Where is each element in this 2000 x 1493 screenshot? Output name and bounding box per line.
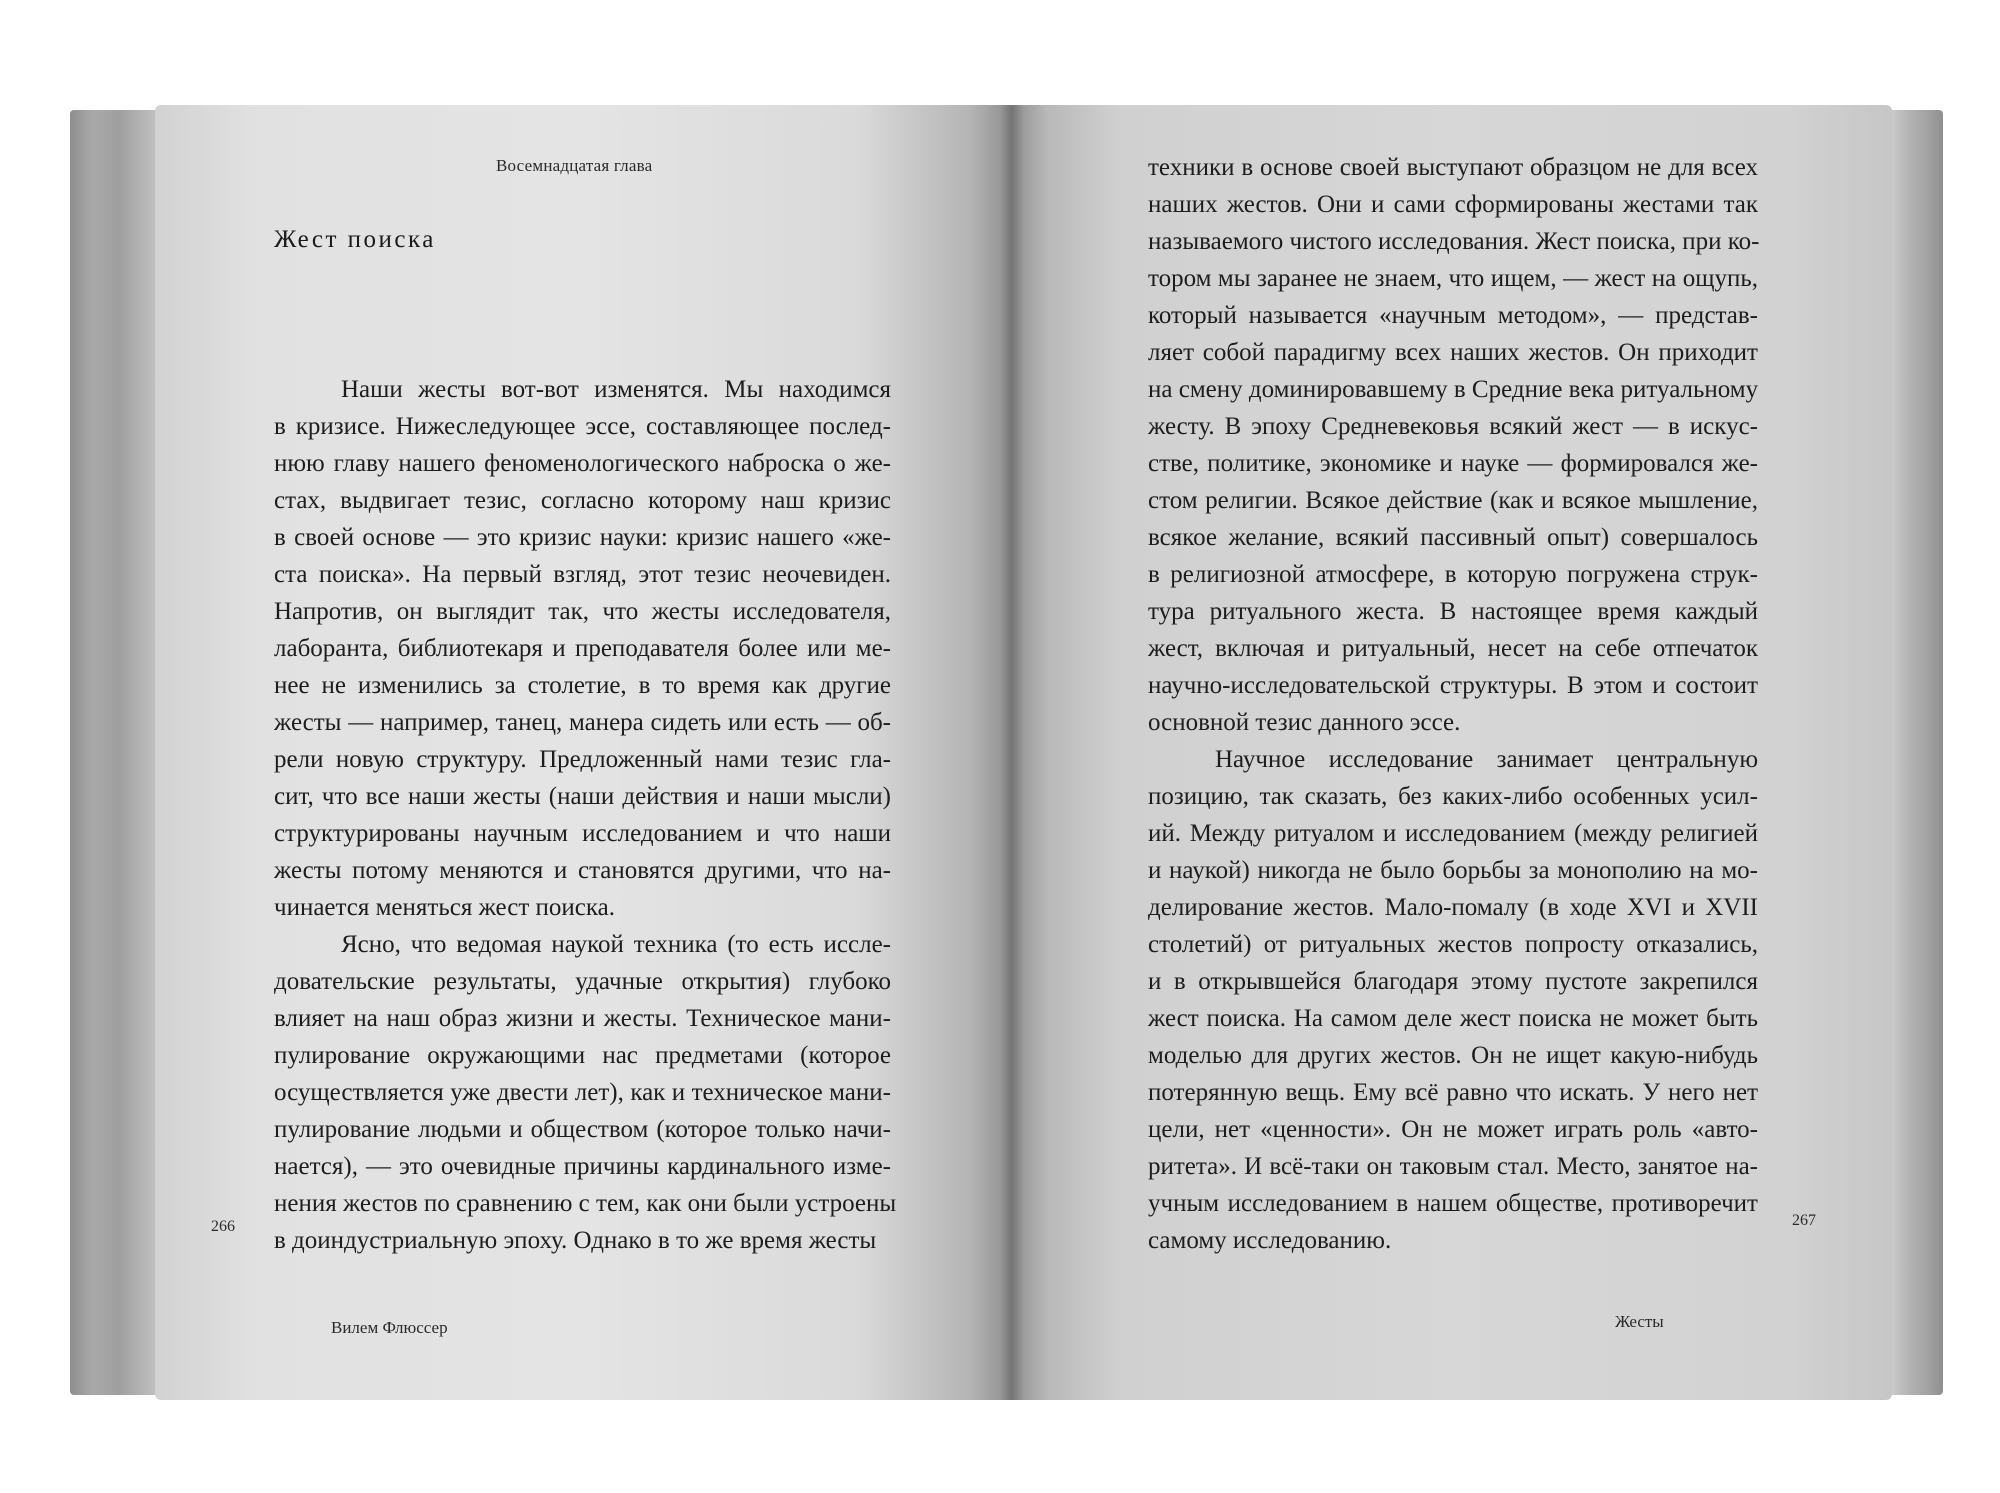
text-line: нюю главу нашего феноменологического наброска о же- bbox=[274, 450, 891, 477]
left-page-number: 266 bbox=[211, 1218, 235, 1235]
right-page-number: 267 bbox=[1792, 1212, 1816, 1229]
text-line: нения жестов по сравнению с тем, как они были устроены bbox=[274, 1190, 897, 1217]
text-line: Ясно, что ведомая наукой техника (то есть иссле- bbox=[341, 931, 891, 958]
text-line: тура ритуального жеста. В настоящее время каждый bbox=[1148, 598, 1758, 625]
text-line: в кризисе. Нижеследующее эссе, составляющее послед- bbox=[274, 413, 891, 440]
text-line: и наукой) никогда не было борьбы за монополию на мо- bbox=[1148, 857, 1758, 884]
text-line: жест, включая и ритуальный, несет на себе отпечаток bbox=[1148, 635, 1758, 662]
text-line: который называется «научным методом», — представ- bbox=[1148, 302, 1758, 329]
running-head: Восемнадцатая глава bbox=[496, 156, 653, 175]
text-line: ий. Между ритуалом и исследованием (между религией bbox=[1148, 820, 1758, 847]
text-line: стом религии. Всякое действие (как и всякое мышление, bbox=[1148, 487, 1758, 514]
text-line: наших жестов. Они и сами сформированы жестами так bbox=[1148, 191, 1758, 218]
text-line: техники в основе своей выступают образцом не для всех bbox=[1148, 154, 1758, 181]
text-line: пулирование окружающими нас предметами (которое bbox=[274, 1042, 891, 1069]
text-line: в религиозной атмосфере, в которую погружена струк- bbox=[1148, 561, 1758, 588]
text-line: научно-исследовательской структуры. В этом и состоит bbox=[1148, 672, 1758, 699]
text-line: осуществляется уже двести лет), как и техническое мани- bbox=[274, 1079, 891, 1106]
text-line: на смену доминировавшему в Средние века ритуальному bbox=[1148, 376, 1759, 403]
text-line: ста поиска». На первый взгляд, этот тезис неочевиден. bbox=[274, 561, 891, 588]
text-line: нее не изменились за столетие, в то время как другие bbox=[274, 672, 891, 699]
left-page-body bbox=[274, 371, 897, 1259]
text-line: тором мы заранее не знаем, что ищем, — жест на ощупь, bbox=[1148, 265, 1758, 292]
text-line: нается), — это очевидные причины кардинального изме- bbox=[274, 1153, 891, 1180]
text-line: жесту. В эпоху Средневековья всякий жест — в искус- bbox=[1148, 413, 1758, 440]
text-line: ритета». И всё-таки он таковым стал. Место, занятое на- bbox=[1148, 1153, 1758, 1180]
text-line: самому исследованию. bbox=[1148, 1227, 1392, 1254]
text-line: лаборанта, библиотекаря и преподавателя более или ме- bbox=[274, 635, 891, 662]
right-page-footer-book-title: Жесты bbox=[1615, 1312, 1664, 1331]
text-line: цели, нет «ценности». Он не может играть роль «авто- bbox=[1148, 1116, 1758, 1143]
text-line: и в открывшейся благодаря этому пустоте закрепился bbox=[1148, 968, 1758, 995]
text-line: структурированы научным исследованием и что наши bbox=[274, 820, 891, 847]
right-page-edges bbox=[1888, 110, 1943, 1395]
text-line: рели новую структуру. Предложенный нами тезис гла- bbox=[274, 746, 891, 773]
text-line: всякое желание, всякий пассивный опыт) совершалось bbox=[1148, 524, 1758, 551]
text-line: позицию, так сказать, без каких-либо особенных усил- bbox=[1148, 783, 1758, 810]
text-line: стве, политике, экономике и науке — формировался же- bbox=[1148, 450, 1758, 477]
text-line: основной тезис данного эссе. bbox=[1148, 709, 1461, 736]
text-line: делирование жестов. Мало-помалу (в ходе XVI и XVII bbox=[1148, 894, 1758, 921]
left-page-footer-author: Вилем Флюссер bbox=[331, 1318, 448, 1337]
text-line: довательские результаты, удачные открытия) глубоко bbox=[274, 968, 891, 995]
text-line: учным исследованием в нашем обществе, противоречит bbox=[1148, 1190, 1758, 1217]
text-line: жесты потому меняются и становятся другими, что на- bbox=[274, 857, 891, 884]
text-line: стах, выдвигает тезис, согласно которому наш кризис bbox=[274, 487, 891, 514]
text-line: влияет на наш образ жизни и жесты. Техническое мани- bbox=[274, 1005, 891, 1032]
text-line: называемого чистого исследования. Жест поиска, при ко- bbox=[1148, 228, 1760, 255]
text-line: потерянную вещь. Ему всё равно что искать. У него нет bbox=[1148, 1079, 1758, 1106]
text-line: пулирование людьми и обществом (которое только начи- bbox=[274, 1116, 891, 1143]
text-line: столетий) от ритуальных жестов попросту отказались, bbox=[1148, 931, 1758, 958]
text-line: Наши жесты вот-вот изменятся. Мы находимся bbox=[341, 376, 891, 403]
text-line: в своей основе — это кризис науки: кризис нашего «же- bbox=[274, 524, 891, 551]
left-page-edges bbox=[70, 110, 160, 1395]
text-line: ляет собой парадигму всех наших жестов. Он приходит bbox=[1148, 339, 1758, 366]
text-line: Научное исследование занимает центральную bbox=[1215, 746, 1758, 773]
right-page-body bbox=[1148, 149, 1758, 1259]
text-line: в доиндустриальную эпоху. Однако в то же время жесты bbox=[274, 1227, 877, 1254]
text-line: жесты — например, танец, манера сидеть или есть — об- bbox=[274, 709, 891, 736]
text-line: сит, что все наши жесты (наши действия и наши мысли) bbox=[274, 783, 891, 810]
book-spine-gutter bbox=[1000, 105, 1024, 1400]
text-line: жест поиска. На самом деле жест поиска не может быть bbox=[1148, 1005, 1758, 1032]
chapter-title: Жест поиска bbox=[274, 226, 436, 253]
text-line: Напротив, он выглядит так, что жесты исследователя, bbox=[274, 598, 891, 625]
text-line: чинается меняться жест поиска. bbox=[274, 894, 615, 921]
text-line: моделью для других жестов. Он не ищет какую-нибудь bbox=[1148, 1042, 1758, 1069]
